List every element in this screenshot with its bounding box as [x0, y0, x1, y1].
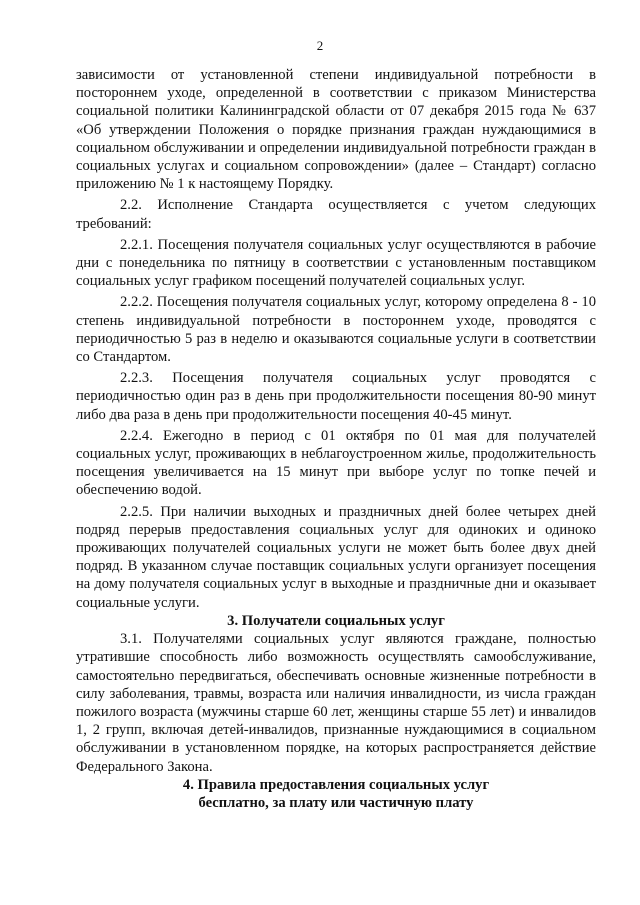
paragraph-2-2-3: 2.2.3. Посещения получателя социальных услуг проводятся с периодичностью один раз в день при продолжительности посещения 80-90 минут либо два раза в день при продолжительности посещения 40-45 минут.	[76, 370, 596, 423]
paragraph-2-2-5: 2.2.5. При наличии выходных и праздничных дней более четырех дней подряд перерыв предоставления социальных услуг для одиноких и одиноко проживающих получателей социальных услуги не может быть более двух дней подряд. В указанном случае поставщик социальных услуги организует посещения на дому получателя социальных услуг в выходные и праздничные дни и оказывает социальные услуги.	[76, 503, 596, 611]
paragraph-3-1: 3.1. Получателями социальных услуг являются граждане, полностью утратившие способность либо возможность осуществлять самообслуживание, самостоятельно передвигаться, обеспечивать основные жизненные потребности в силу заболевания, травмы, возраста или наличия инвалидности, из числа граждан пожилого возраста (мужчины старше 60 лет, женщины старше 55 лет) и инвалидов 1, 2 групп, включая детей-инвалидов, признанные нуждающимися в социальном обслуживании в установленном порядке, на которых распространяется действие Федерального Закона.	[76, 631, 596, 775]
paragraph-2-2-2: 2.2.2. Посещения получателя социальных услуг, которому определена 8 - 10 степень индивидуальной потребности в постороннем уходе, проводятся с периодичностью 5 раз в неделю и оказываются социальные услуги в соответствии со Стандартом.	[76, 294, 596, 366]
page-number: 2	[316, 38, 324, 53]
document-body	[76, 66, 596, 812]
section-4-heading-line-2: бесплатно, за плату или частичную плату	[198, 794, 474, 811]
section-3-heading: 3. Получатели социальных услуг	[227, 612, 445, 629]
paragraph-continuation: зависимости от установленной степени индивидуальной потребности в постороннем уходе, определенной в соответствии с приказом Министерства социальной политики Калининградской области от 07 декабря 2015 года № 637 «Об утверждении Положения о порядке признания граждан нуждающимися в социальном обслуживании и определении индивидуальной потребности граждан в социальных услугах и социальном сопровождении» (далее – Стандарт) согласно приложению № 1 к настоящему Порядку.	[76, 67, 596, 193]
paragraph-2-2-4: 2.2.4. Ежегодно в период с 01 октября по 01 мая для получателей социальных услуг, проживающих в неблагоустроенном жилье, продолжительность посещения увеличивается на 15 минут при выборе услуг по топке печей и обеспечению водой.	[76, 427, 596, 499]
paragraph-2-2: 2.2. Исполнение Стандарта осуществляется с учетом следующих требований:	[76, 197, 596, 232]
paragraph-2-2-1: 2.2.1. Посещения получателя социальных услуг осуществляются в рабочие дни с понедельника по пятницу в соответствии с установленным поставщиком социальных услуг графиком посещений получателей социальных услуг.	[76, 236, 596, 290]
section-4-heading-line-1: 4. Правила предоставления социальных услуг	[182, 776, 490, 793]
